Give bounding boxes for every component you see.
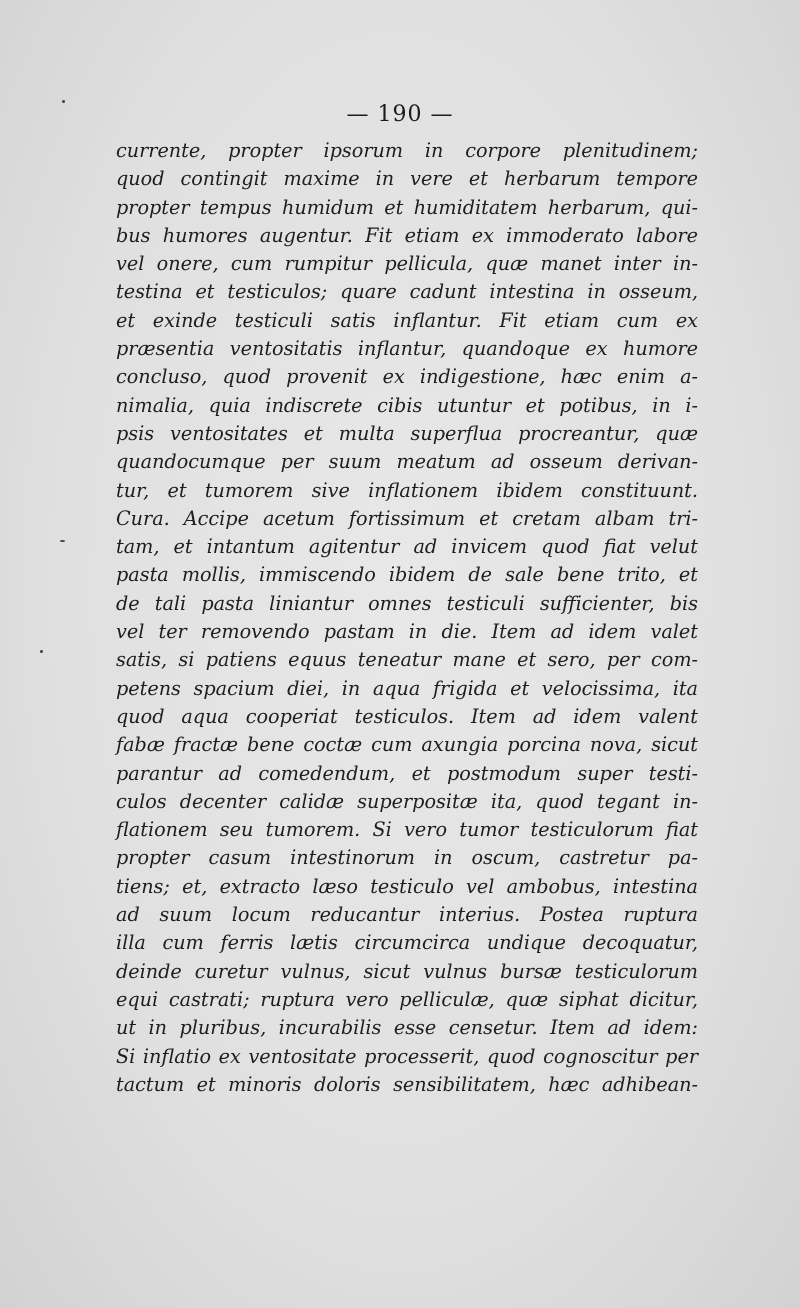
page-number: — 190 — [346,102,454,127]
text-line: deinde curetur vulnus, sicut vulnus bursæ testiculorum [116,959,698,983]
text-line: vel ter removendo pastam in die. Item ad idem valet [116,620,698,644]
text-line: petens spacium diei, in aqua frigida et velocissima, ita [116,676,698,700]
text-line: propter casum intestinorum in oscum, castretur pa- [116,846,698,870]
text-line: bus humores augentur. Fit etiam ex immoderato labore [116,223,698,247]
text-line: psis ventositates et multa superflua procreantur, quæ [116,421,698,445]
text-line: pasta mollis, immiscendo ibidem de sale bene trito, et [116,563,698,587]
text-line: testina et testiculos; quare cadunt intestina in osseum, [116,280,698,304]
text-line: præsentia ventositatis inflantur, quandoque ex humore [116,337,698,361]
text-line: vel onere, cum rumpitur pellicula, quæ manet inter in- [116,252,698,276]
text-line: tur, et tumorem sive inflationem ibidem constituunt. [116,478,698,502]
text-line: Cura. Accipe acetum fortissimum et cretam albam tri- [116,506,698,530]
text-line: concluso, quod provenit ex indigestione, hæc enim a- [116,365,698,389]
text-line: illa cum ferris lætis circumcirca undique decoquatur, [116,931,698,955]
text-line: culos decenter calidæ superpositæ ita, quod tegant in- [116,789,698,813]
text-line: flationem seu tumorem. Si vero tumor testiculorum fiat [116,818,698,842]
text-line: quod contingit maxime in vere et herbarum tempore [116,167,698,191]
text-line: parantur ad comedendum, et postmodum super testi- [116,761,698,785]
text-line: equi castrati; ruptura vero pelliculæ, quæ siphat dicitur, [116,987,698,1011]
text-line: nimalia, quia indiscrete cibis utuntur et potibus, in i- [116,393,698,417]
text-line: tiens; et, extracto læso testiculo vel ambobus, intestina [116,874,698,898]
ink-speck [60,540,65,542]
text-line: ad suum locum reducantur interius. Postea ruptura [116,903,698,927]
text-line: et exinde testiculi satis inflantur. Fit etiam cum ex [116,308,698,332]
text-line: quod aqua cooperiat testiculos. Item ad idem valent [116,704,698,728]
text-line: tam, et intantum agitentur ad invicem quod fiat velut [116,535,698,559]
text-line: fabæ fractæ bene coctæ cum axungia porcina nova, sicut [116,733,698,757]
text-line: satis, si patiens equus teneatur mane et sero, per com- [116,648,698,672]
text-line: Si inflatio ex ventositate processerit, quod cognoscitur per [116,1044,698,1068]
text-line: quandocumque per suum meatum ad osseum derivan- [116,450,698,474]
text-line: currente, propter ipsorum in corpore plenitudinem; [116,139,698,162]
body-text [116,137,698,1099]
text-line: propter tempus humidum et humiditatem herbarum, qui- [116,195,698,219]
text-line: ut in pluribus, incurabilis esse censetur. Item ad idem: [116,1016,698,1040]
text-line: tactum et minoris doloris sensibilitatem, hæc adhibean- [116,1072,698,1096]
text-line: de tali pasta liniantur omnes testiculi sufficienter, bis [116,591,698,615]
ink-speck [40,650,43,653]
